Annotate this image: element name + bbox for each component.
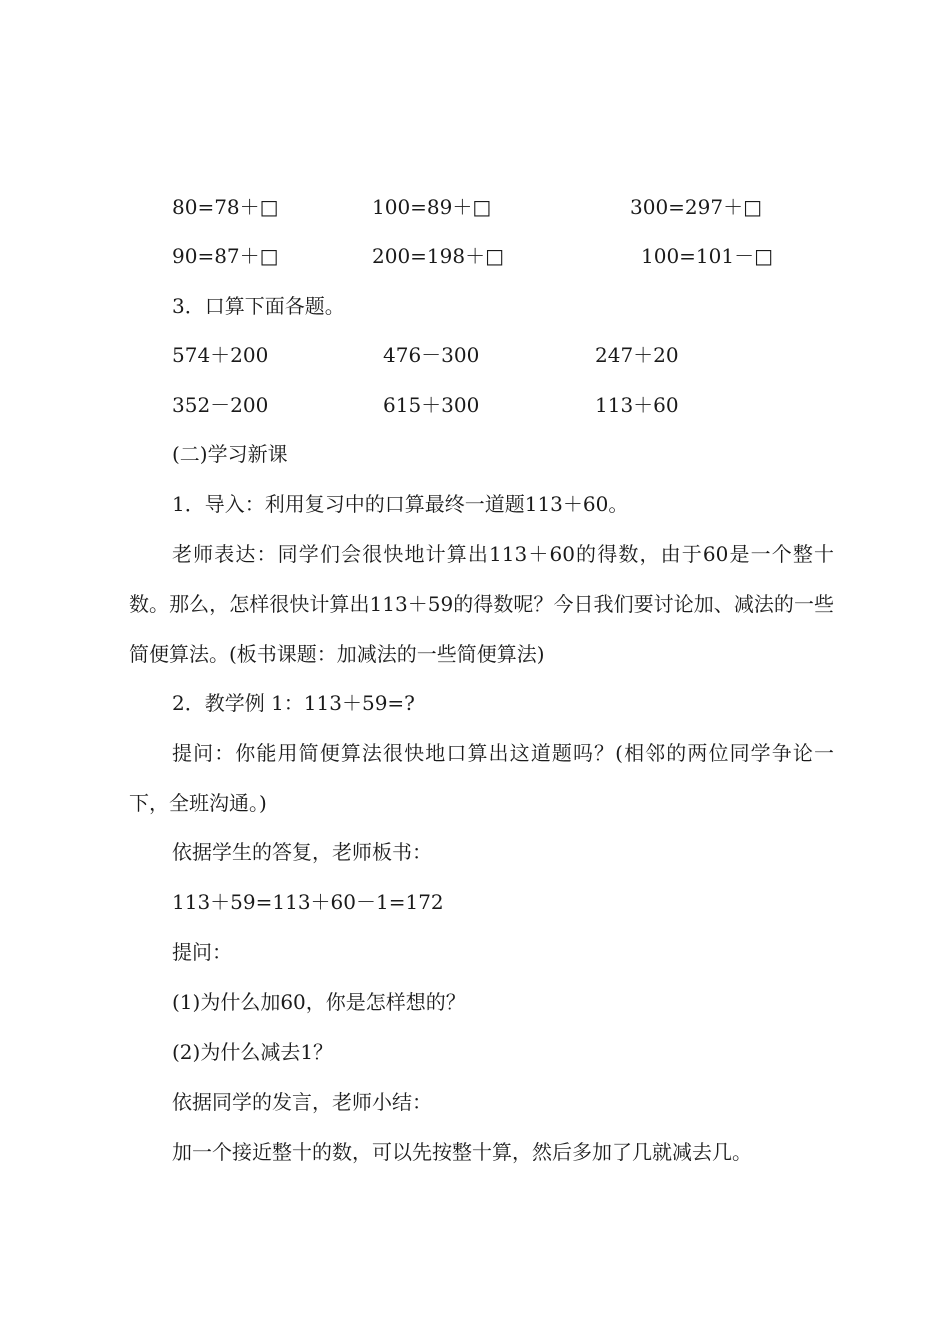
equation: 90=87＋□ (172, 244, 279, 268)
question-paragraph: 提问：你能用简便算法很快地口算出这道题吗？(相邻的两位同学争论一下，全班沟通。) (129, 741, 834, 815)
ask-label: 提问： (172, 940, 232, 964)
expression: 352－200 (172, 393, 269, 417)
expression: 615＋300 (383, 393, 480, 417)
board-intro: 依据学生的答复，老师板书： (172, 840, 432, 864)
expression: 113＋60 (595, 393, 679, 417)
expression: 247＋20 (595, 343, 679, 367)
teacher-paragraph: 老师表达：同学们会很快地计算出113＋60的得数，由于60是一个整十数。那么，怎样很快计算出113＋59的得数呢？今日我们要讨论加、减法的一些简便算法。(板书课题：加减法的一些简便算法) (129, 542, 834, 666)
equation: 80=78＋□ (172, 195, 279, 219)
exercise-heading: 3．口算下面各题。 (172, 294, 345, 318)
expression: 574＋200 (172, 343, 269, 367)
summary-text: 加一个接近整十的数，可以先按整十算，然后多加了几就减去几。 (172, 1140, 752, 1164)
ask-item: (1)为什么加60，你是怎样想的？ (172, 990, 466, 1014)
intro-paragraph: 1．导入：利用复习中的口算最终一道题113＋60。 (172, 492, 629, 516)
summary-intro: 依据同学的发言，老师小结： (172, 1090, 432, 1114)
expression: 476－300 (383, 343, 480, 367)
example-title: 2．教学例 1：113＋59=? (172, 691, 415, 715)
board-formula: 113＋59=113＋60－1=172 (172, 890, 444, 914)
equation: 200=198＋□ (372, 244, 505, 268)
equation: 300=297＋□ (630, 195, 763, 219)
equation: 100=101－□ (641, 244, 774, 268)
section-heading: (二)学习新课 (172, 442, 288, 466)
ask-item: (2)为什么减去1？ (172, 1040, 334, 1064)
equation: 100=89＋□ (372, 195, 492, 219)
